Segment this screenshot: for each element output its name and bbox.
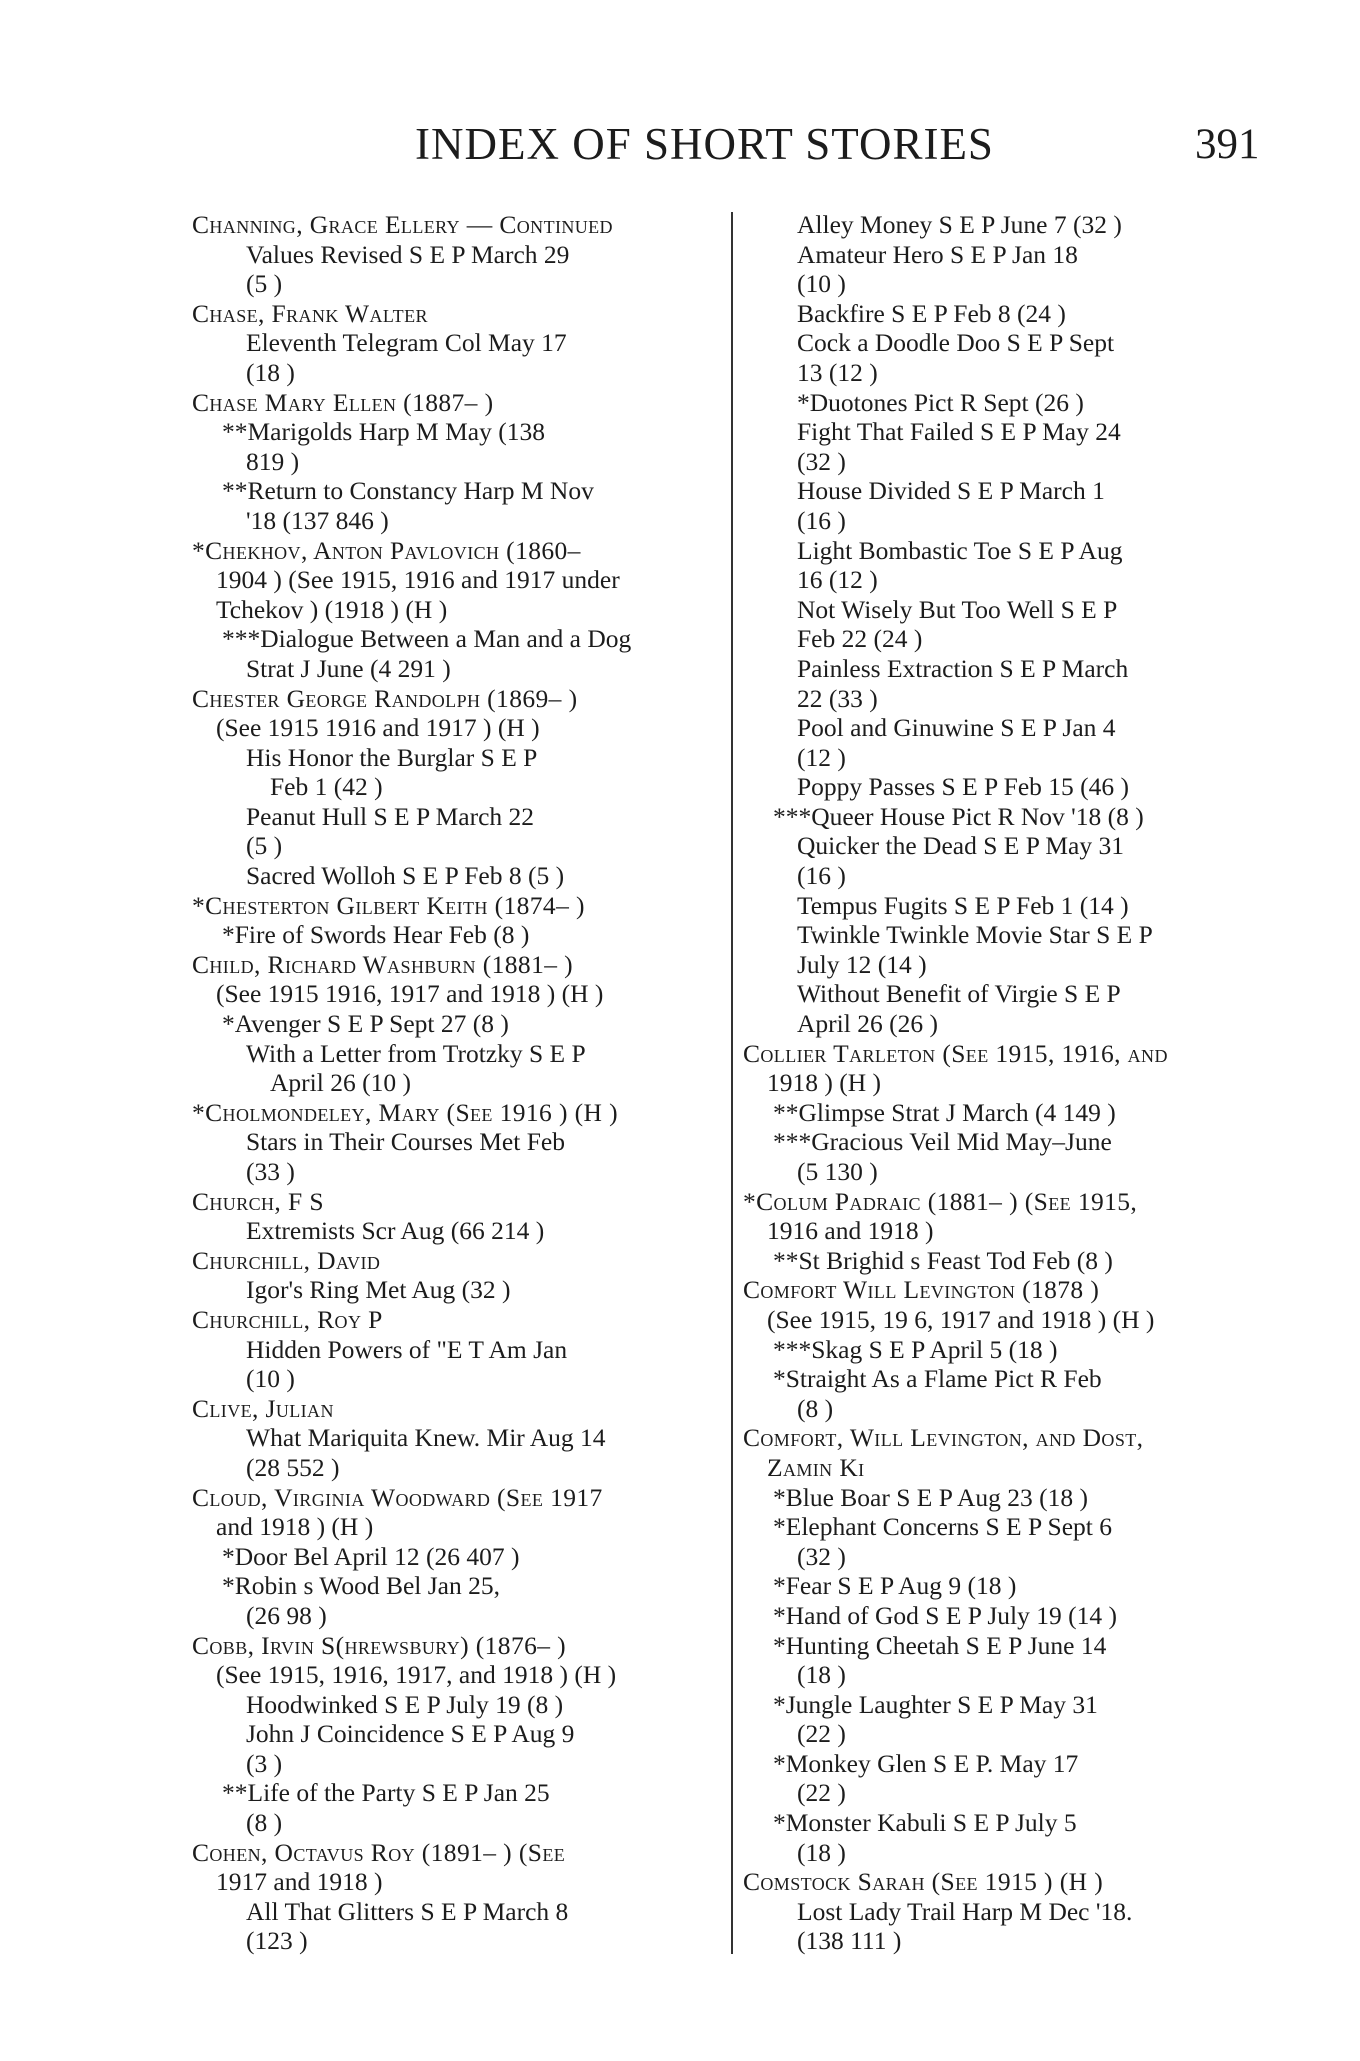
- story-entry: 1916 and 1918 ): [767, 1216, 934, 1246]
- story-entry: 1918 ) (H ): [767, 1068, 882, 1098]
- story-entry: What Mariquita Knew. Mir Aug 14: [246, 1423, 606, 1453]
- story-entry: *Fear S E P Aug 9 (18 ): [773, 1571, 1017, 1601]
- author-entry: Comstock Sarah (See 1915 ) (H ): [743, 1867, 1104, 1897]
- story-entry: April 26 (10 ): [270, 1068, 411, 1098]
- story-entry: *Jungle Laughter S E P May 31: [773, 1689, 1098, 1719]
- author-entry: Comfort, Will Levington, and Dost,: [743, 1423, 1144, 1453]
- story-entry: Feb 1 (42 ): [270, 772, 383, 802]
- story-entry: (See 1915, 19 6, 1917 and 1918 ) (H ): [767, 1304, 1155, 1334]
- author-entry: Channing, Grace Ellery — Continued: [192, 210, 613, 239]
- column-divider: [731, 212, 733, 1954]
- author-entry: Cohen, Octavus Roy (1891– ) (See: [192, 1837, 566, 1867]
- page-header: [0, 118, 1360, 178]
- story-entry: House Divided S E P March 1: [797, 476, 1105, 506]
- story-entry: His Honor the Burglar S E P: [246, 742, 538, 772]
- story-entry: (8 ): [797, 1393, 834, 1423]
- story-entry: ***Gracious Veil Mid May–June: [773, 1127, 1112, 1157]
- author-entry: Cloud, Virginia Woodward (See 1917: [192, 1482, 603, 1512]
- story-entry: (26 98 ): [246, 1600, 327, 1630]
- story-entry: *Fire of Swords Hear Feb (8 ): [222, 920, 530, 950]
- author-entry: Child, Richard Washburn (1881– ): [192, 949, 574, 979]
- story-entry: (32 ): [797, 446, 846, 476]
- story-entry: (See 1915 1916, 1917 and 1918 ) (H ): [216, 979, 604, 1009]
- story-entry: April 26 (26 ): [797, 1009, 938, 1039]
- author-entry: Chase, Frank Walter: [192, 298, 428, 328]
- story-entry: ***Skag S E P April 5 (18 ): [773, 1334, 1058, 1364]
- story-entry: *Hand of God S E P July 19 (14 ): [773, 1600, 1118, 1630]
- story-entry: Hoodwinked S E P July 19 (8 ): [246, 1689, 564, 1719]
- story-entry: Values Revised S E P March 29: [246, 239, 570, 269]
- story-entry: (3 ): [246, 1748, 283, 1778]
- author-entry: Clive, Julian: [192, 1393, 334, 1423]
- story-entry: Painless Extraction S E P March: [797, 653, 1129, 683]
- story-entry: Extremists Scr Aug (66 214 ): [246, 1216, 545, 1246]
- author-entry: *Colum Padraic (1881– ) (See 1915,: [743, 1186, 1138, 1216]
- story-entry: '18 (137 846 ): [246, 505, 389, 535]
- story-entry: Light Bombastic Toe S E P Aug: [797, 535, 1123, 565]
- story-entry: (5 ): [246, 269, 283, 299]
- story-entry: *Avenger S E P Sept 27 (8 ): [222, 1009, 509, 1039]
- story-entry: (5 ): [246, 831, 283, 861]
- page-number: 391: [1195, 121, 1260, 168]
- story-entry: (28 552 ): [246, 1452, 340, 1482]
- story-entry: All That Glitters S E P March 8: [246, 1896, 569, 1926]
- story-entry: (32 ): [797, 1541, 846, 1571]
- story-entry: ***Queer House Pict R Nov '18 (8 ): [773, 801, 1144, 831]
- page-title: INDEX OF SHORT STORIES: [415, 119, 994, 169]
- story-entry: Peanut Hull S E P March 22: [246, 801, 535, 831]
- author-entry: *Chesterton Gilbert Keith (1874– ): [192, 890, 585, 920]
- story-entry: (8 ): [246, 1808, 283, 1838]
- story-entry: **Return to Constancy Harp M Nov: [222, 476, 594, 506]
- story-entry: *Monster Kabuli S E P July 5: [773, 1808, 1077, 1838]
- story-entry: 13 (12 ): [797, 357, 878, 387]
- story-entry: **St Brighid s Feast Tod Feb (8 ): [773, 1245, 1113, 1275]
- story-entry: Not Wisely But Too Well S E P: [797, 594, 1118, 624]
- story-entry: (10 ): [246, 1364, 295, 1394]
- story-entry: Amateur Hero S E P Jan 18: [797, 239, 1078, 269]
- story-entry: Eleventh Telegram Col May 17: [246, 328, 567, 358]
- story-entry: Feb 22 (24 ): [797, 624, 923, 654]
- story-entry: Hidden Powers of "E T Am Jan: [246, 1334, 568, 1364]
- story-entry: 819 ): [246, 446, 300, 476]
- story-entry: *Robin s Wood Bel Jan 25,: [222, 1571, 500, 1601]
- story-entry: Fight That Failed S E P May 24: [797, 417, 1121, 447]
- story-entry: *Straight As a Flame Pict R Feb: [773, 1364, 1102, 1394]
- story-entry: Tchekov ) (1918 ) (H ): [216, 594, 448, 624]
- story-entry: (12 ): [797, 742, 846, 772]
- story-entry: (16 ): [797, 861, 846, 891]
- story-entry: (See 1915, 1916, 1917, and 1918 ) (H ): [216, 1660, 617, 1690]
- story-entry: and 1918 ) (H ): [216, 1512, 374, 1542]
- story-entry: With a Letter from Trotzky S E P: [246, 1038, 586, 1068]
- story-entry: 16 (12 ): [797, 565, 878, 595]
- story-entry: (18 ): [797, 1837, 846, 1867]
- story-entry: Alley Money S E P June 7 (32 ): [797, 210, 1122, 239]
- author-entry: Collier Tarleton (See 1915, 1916, and: [743, 1038, 1168, 1068]
- story-entry: John J Coincidence S E P Aug 9: [246, 1719, 575, 1749]
- story-entry: (18 ): [797, 1660, 846, 1690]
- story-entry: Lost Lady Trail Harp M Dec '18.: [797, 1896, 1133, 1926]
- story-entry: Cock a Doodle Doo S E P Sept: [797, 328, 1115, 358]
- story-entry: *Blue Boar S E P Aug 23 (18 ): [773, 1482, 1088, 1512]
- story-entry: *Elephant Concerns S E P Sept 6: [773, 1512, 1113, 1542]
- story-entry: *Duotones Pict R Sept (26 ): [797, 387, 1084, 417]
- author-entry: *Cholmondeley, Mary (See 1916 ) (H ): [192, 1097, 619, 1127]
- story-entry: Pool and Ginuwine S E P Jan 4: [797, 713, 1116, 743]
- story-entry: ***Dialogue Between a Man and a Dog: [222, 624, 632, 654]
- story-entry: Without Benefit of Virgie S E P: [797, 979, 1121, 1009]
- story-entry: *Monkey Glen S E P. May 17: [773, 1748, 1079, 1778]
- author-entry: Chester George Randolph (1869– ): [192, 683, 578, 713]
- story-entry: Tempus Fugits S E P Feb 1 (14 ): [797, 890, 1129, 920]
- story-entry: **Life of the Party S E P Jan 25: [222, 1778, 550, 1808]
- story-entry: (See 1915 1916 and 1917 ) (H ): [216, 713, 540, 743]
- author-entry: Comfort Will Levington (1878 ): [743, 1275, 1100, 1305]
- story-entry: (5 130 ): [797, 1157, 878, 1186]
- story-entry: Twinkle Twinkle Movie Star S E P: [797, 920, 1153, 950]
- story-entry: (33 ): [246, 1157, 295, 1186]
- story-entry: Igor's Ring Met Aug (32 ): [246, 1275, 511, 1305]
- author-entry: Cobb, Irvin S(hrewsbury) (1876– ): [192, 1630, 567, 1660]
- author-entry: *Chekhov, Anton Pavlovich (1860–: [192, 535, 581, 565]
- story-entry: 22 (33 ): [797, 683, 878, 713]
- story-entry: July 12 (14 ): [797, 949, 927, 979]
- index-column-left: [192, 210, 720, 1956]
- story-entry: (18 ): [246, 357, 295, 387]
- story-entry: (123 ): [246, 1926, 308, 1956]
- story-entry: (16 ): [797, 505, 846, 535]
- story-entry: (10 ): [797, 269, 846, 299]
- story-entry: Strat J June (4 291 ): [246, 653, 451, 683]
- story-entry: Backfire S E P Feb 8 (24 ): [797, 298, 1066, 328]
- story-entry: (22 ): [797, 1778, 846, 1808]
- author-entry: Chase Mary Ellen (1887– ): [192, 387, 494, 417]
- story-entry: Sacred Wolloh S E P Feb 8 (5 ): [246, 861, 565, 891]
- index-column-right: [743, 210, 1271, 1956]
- story-entry: (138 111 ): [797, 1926, 902, 1956]
- story-entry: Quicker the Dead S E P May 31: [797, 831, 1124, 861]
- author-entry: Churchill, David: [192, 1245, 381, 1275]
- story-entry: *Door Bel April 12 (26 407 ): [222, 1541, 520, 1571]
- story-entry: (22 ): [797, 1719, 846, 1749]
- story-entry: 1904 ) (See 1915, 1916 and 1917 under: [216, 565, 620, 595]
- author-entry: Churchill, Roy P: [192, 1304, 383, 1334]
- author-entry: Church, F S: [192, 1186, 324, 1216]
- story-entry: Poppy Passes S E P Feb 15 (46 ): [797, 772, 1129, 802]
- story-entry: Zamin Ki: [767, 1452, 865, 1482]
- story-entry: *Hunting Cheetah S E P June 14: [773, 1630, 1107, 1660]
- story-entry: Stars in Their Courses Met Feb: [246, 1127, 565, 1157]
- story-entry: **Marigolds Harp M May (138: [222, 417, 545, 447]
- story-entry: **Glimpse Strat J March (4 149 ): [773, 1097, 1116, 1127]
- story-entry: 1917 and 1918 ): [216, 1867, 383, 1897]
